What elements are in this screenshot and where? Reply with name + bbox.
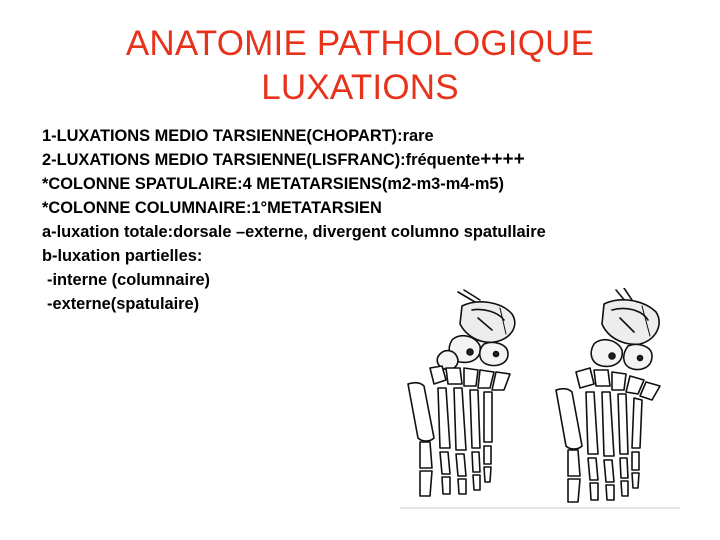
body-line-luxation-totale: a-luxation totale:dorsale –externe, divergent columno spatullaire [42, 223, 546, 241]
body-line-interne: -interne (columnaire) [47, 271, 211, 289]
body-line-chopart: 1-LUXATIONS MEDIO TARSIENNE(CHOPART):rare [42, 127, 434, 145]
body-line-luxation-partielles: b-luxation partielles: [42, 247, 203, 265]
title-line-2: LUXATIONS [261, 68, 459, 107]
body-line-externe: -externe(spatulaire) [47, 295, 200, 313]
slide-title [0, 22, 720, 110]
foot-skeleton-left-icon [408, 290, 515, 496]
body-line-colonne-spatulaire: *COLONNE SPATULAIRE:4 METATARSIENS(m2-m3-m4-m5) [42, 175, 505, 193]
foot-skeleton-figure [380, 288, 710, 513]
body-line-colonne-columnaire: *COLONNE COLUMNAIRE:1°METATARSIEN [42, 199, 382, 217]
body-line-lisfranc [42, 148, 712, 172]
body-line-lisfranc-text: 2-LUXATIONS MEDIO TARSIENNE(LISFRANC):fréquente [42, 151, 481, 169]
emphasis-plus-signs: ++++ [480, 149, 525, 170]
foot-skeleton-right-icon [556, 288, 660, 502]
title-line-1: ANATOMIE PATHOLOGIQUE [125, 24, 595, 63]
